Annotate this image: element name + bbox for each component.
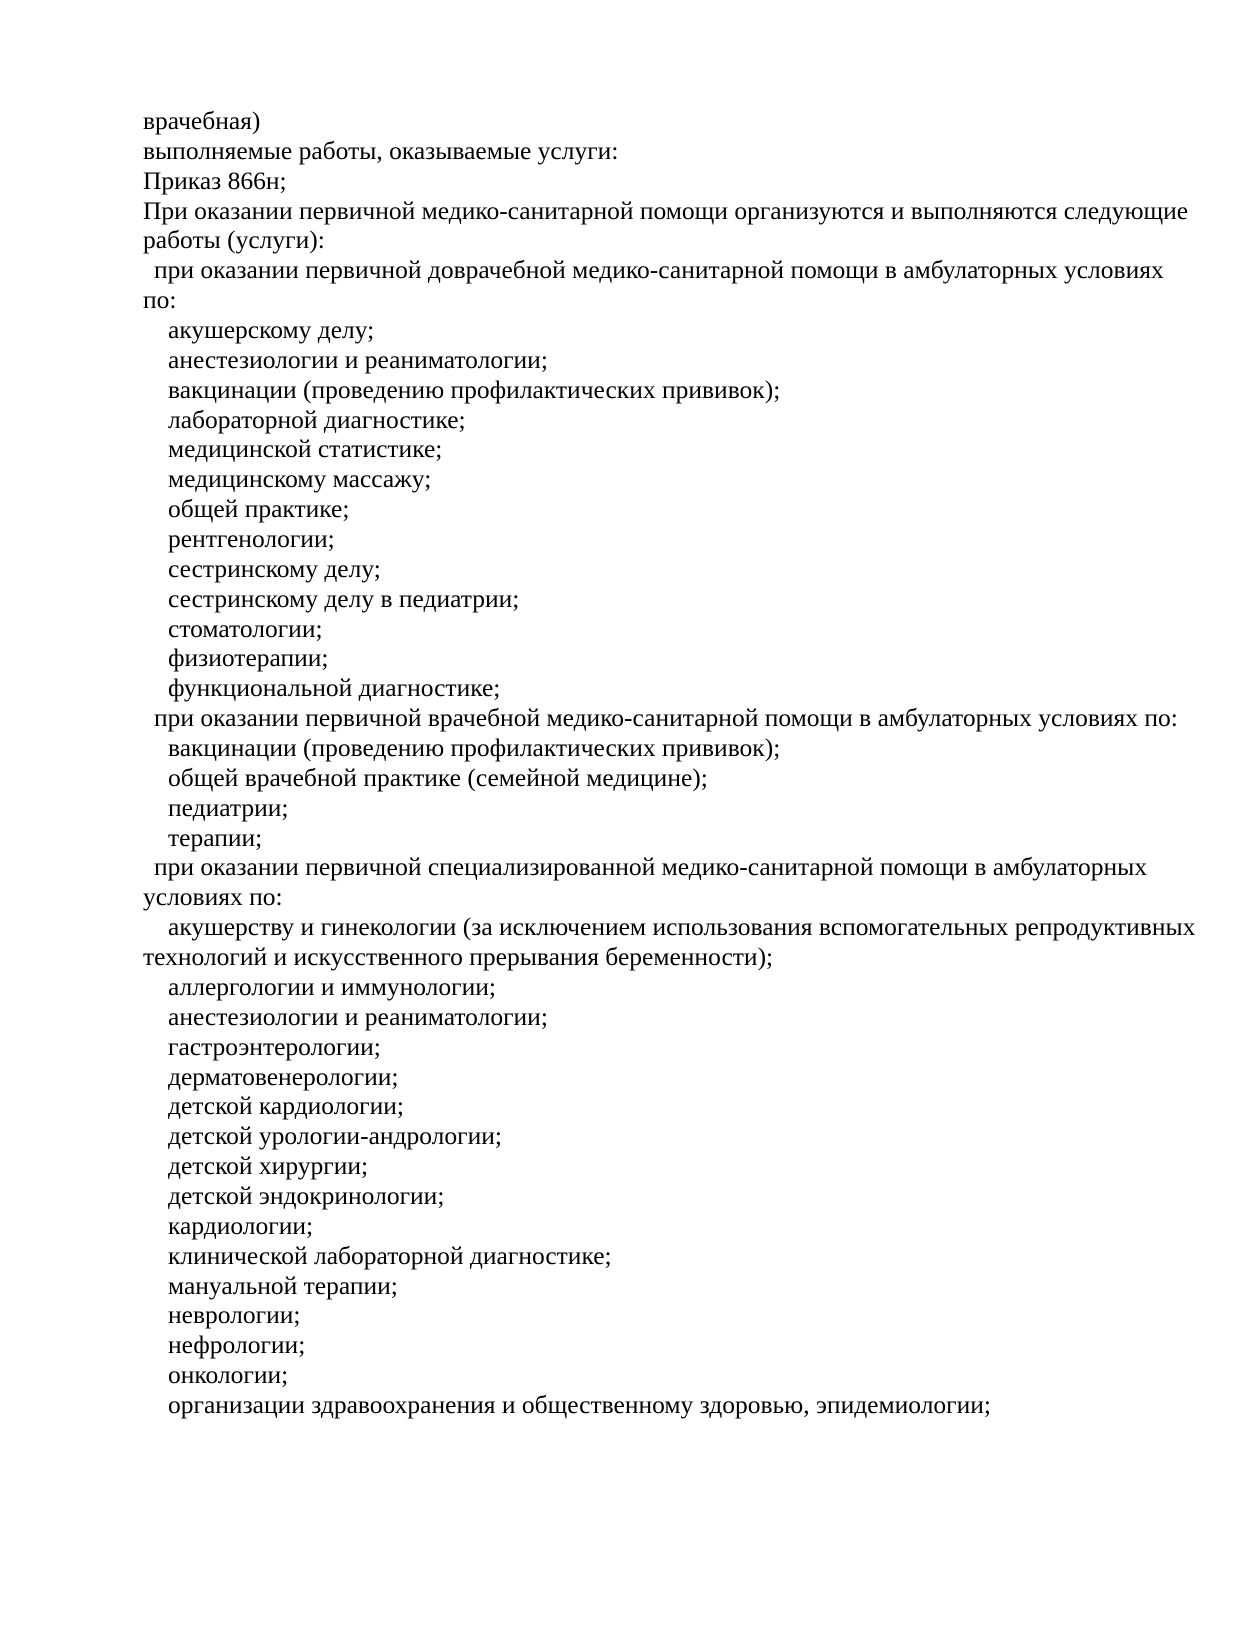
document-line: клинической лабораторной диагностике;: [168, 1240, 612, 1270]
document-line: анестезиологии и реаниматологии;: [168, 344, 548, 374]
document-line: медицинской статистике;: [168, 434, 443, 464]
document-line: при оказании первичной врачебной медико-санитарной помощи в амбулаторных условиях по:: [154, 703, 1178, 733]
document-line: общей врачебной практике (семейной медицине);: [168, 762, 708, 792]
document-line: акушерскому делу;: [168, 315, 375, 345]
document-line: При оказании первичной медико-санитарной помощи организуются и выполняются следующие: [143, 195, 1189, 225]
document-line: при оказании первичной специализированной медико-санитарной помощи в амбулаторных: [154, 852, 1148, 882]
document-line: детской урологии-андрологии;: [168, 1121, 502, 1151]
document-line: неврологии;: [168, 1300, 301, 1330]
document-line: акушерству и гинекологии (за исключением использования вспомогательных репродуктивных: [168, 912, 1196, 942]
document-line: технологий и искусственного прерывания беременности);: [143, 942, 774, 972]
document-line: сестринскому делу;: [168, 553, 381, 583]
document-line: нефрологии;: [168, 1330, 306, 1360]
document-line: при оказании первичной доврачебной медико-санитарной помощи в амбулаторных условиях: [154, 255, 1164, 285]
document-line: физиотерапии;: [168, 643, 329, 673]
document-line: организации здравоохранения и общественному здоровью, эпидемиологии;: [168, 1389, 992, 1419]
document-line: функциональной диагностике;: [168, 673, 501, 703]
document-line: рентгенологии;: [168, 524, 335, 554]
document-line: стоматологии;: [168, 613, 323, 643]
document-line: врачебная): [143, 106, 261, 135]
document-line: общей практике;: [168, 494, 350, 524]
document-line: по:: [143, 285, 177, 315]
document-line: вакцинации (проведению профилактических прививок);: [168, 733, 781, 763]
document-line: выполняемые работы, оказываемые услуги:: [143, 135, 619, 165]
document-line: сестринскому делу в педиатрии;: [168, 583, 520, 613]
document-line: педиатрии;: [168, 792, 289, 822]
document-line: дерматовенерологии;: [168, 1061, 399, 1091]
document-line: работы (услуги):: [143, 225, 325, 255]
document-line: мануальной терапии;: [168, 1270, 398, 1300]
document-line: аллергологии и иммунологии;: [168, 971, 496, 1001]
document-line: медицинскому массажу;: [168, 464, 432, 494]
document-line: Приказ 866н;: [143, 165, 287, 195]
document-line: кардиологии;: [168, 1210, 314, 1240]
document-line: детской кардиологии;: [168, 1091, 405, 1121]
document-line: вакцинации (проведению профилактических прививок);: [168, 374, 781, 404]
document-line: лабораторной диагностике;: [168, 404, 466, 434]
document-line: детской эндокринологии;: [168, 1180, 445, 1210]
document-line: условиях по:: [143, 882, 283, 912]
document-page: [0, 106, 1240, 1420]
document-line: онкологии;: [168, 1360, 289, 1390]
document-line: терапии;: [168, 822, 263, 852]
document-line: детской хирургии;: [168, 1151, 369, 1181]
document-line: анестезиологии и реаниматологии;: [168, 1001, 548, 1031]
document-line: гастроэнтерологии;: [168, 1031, 381, 1061]
